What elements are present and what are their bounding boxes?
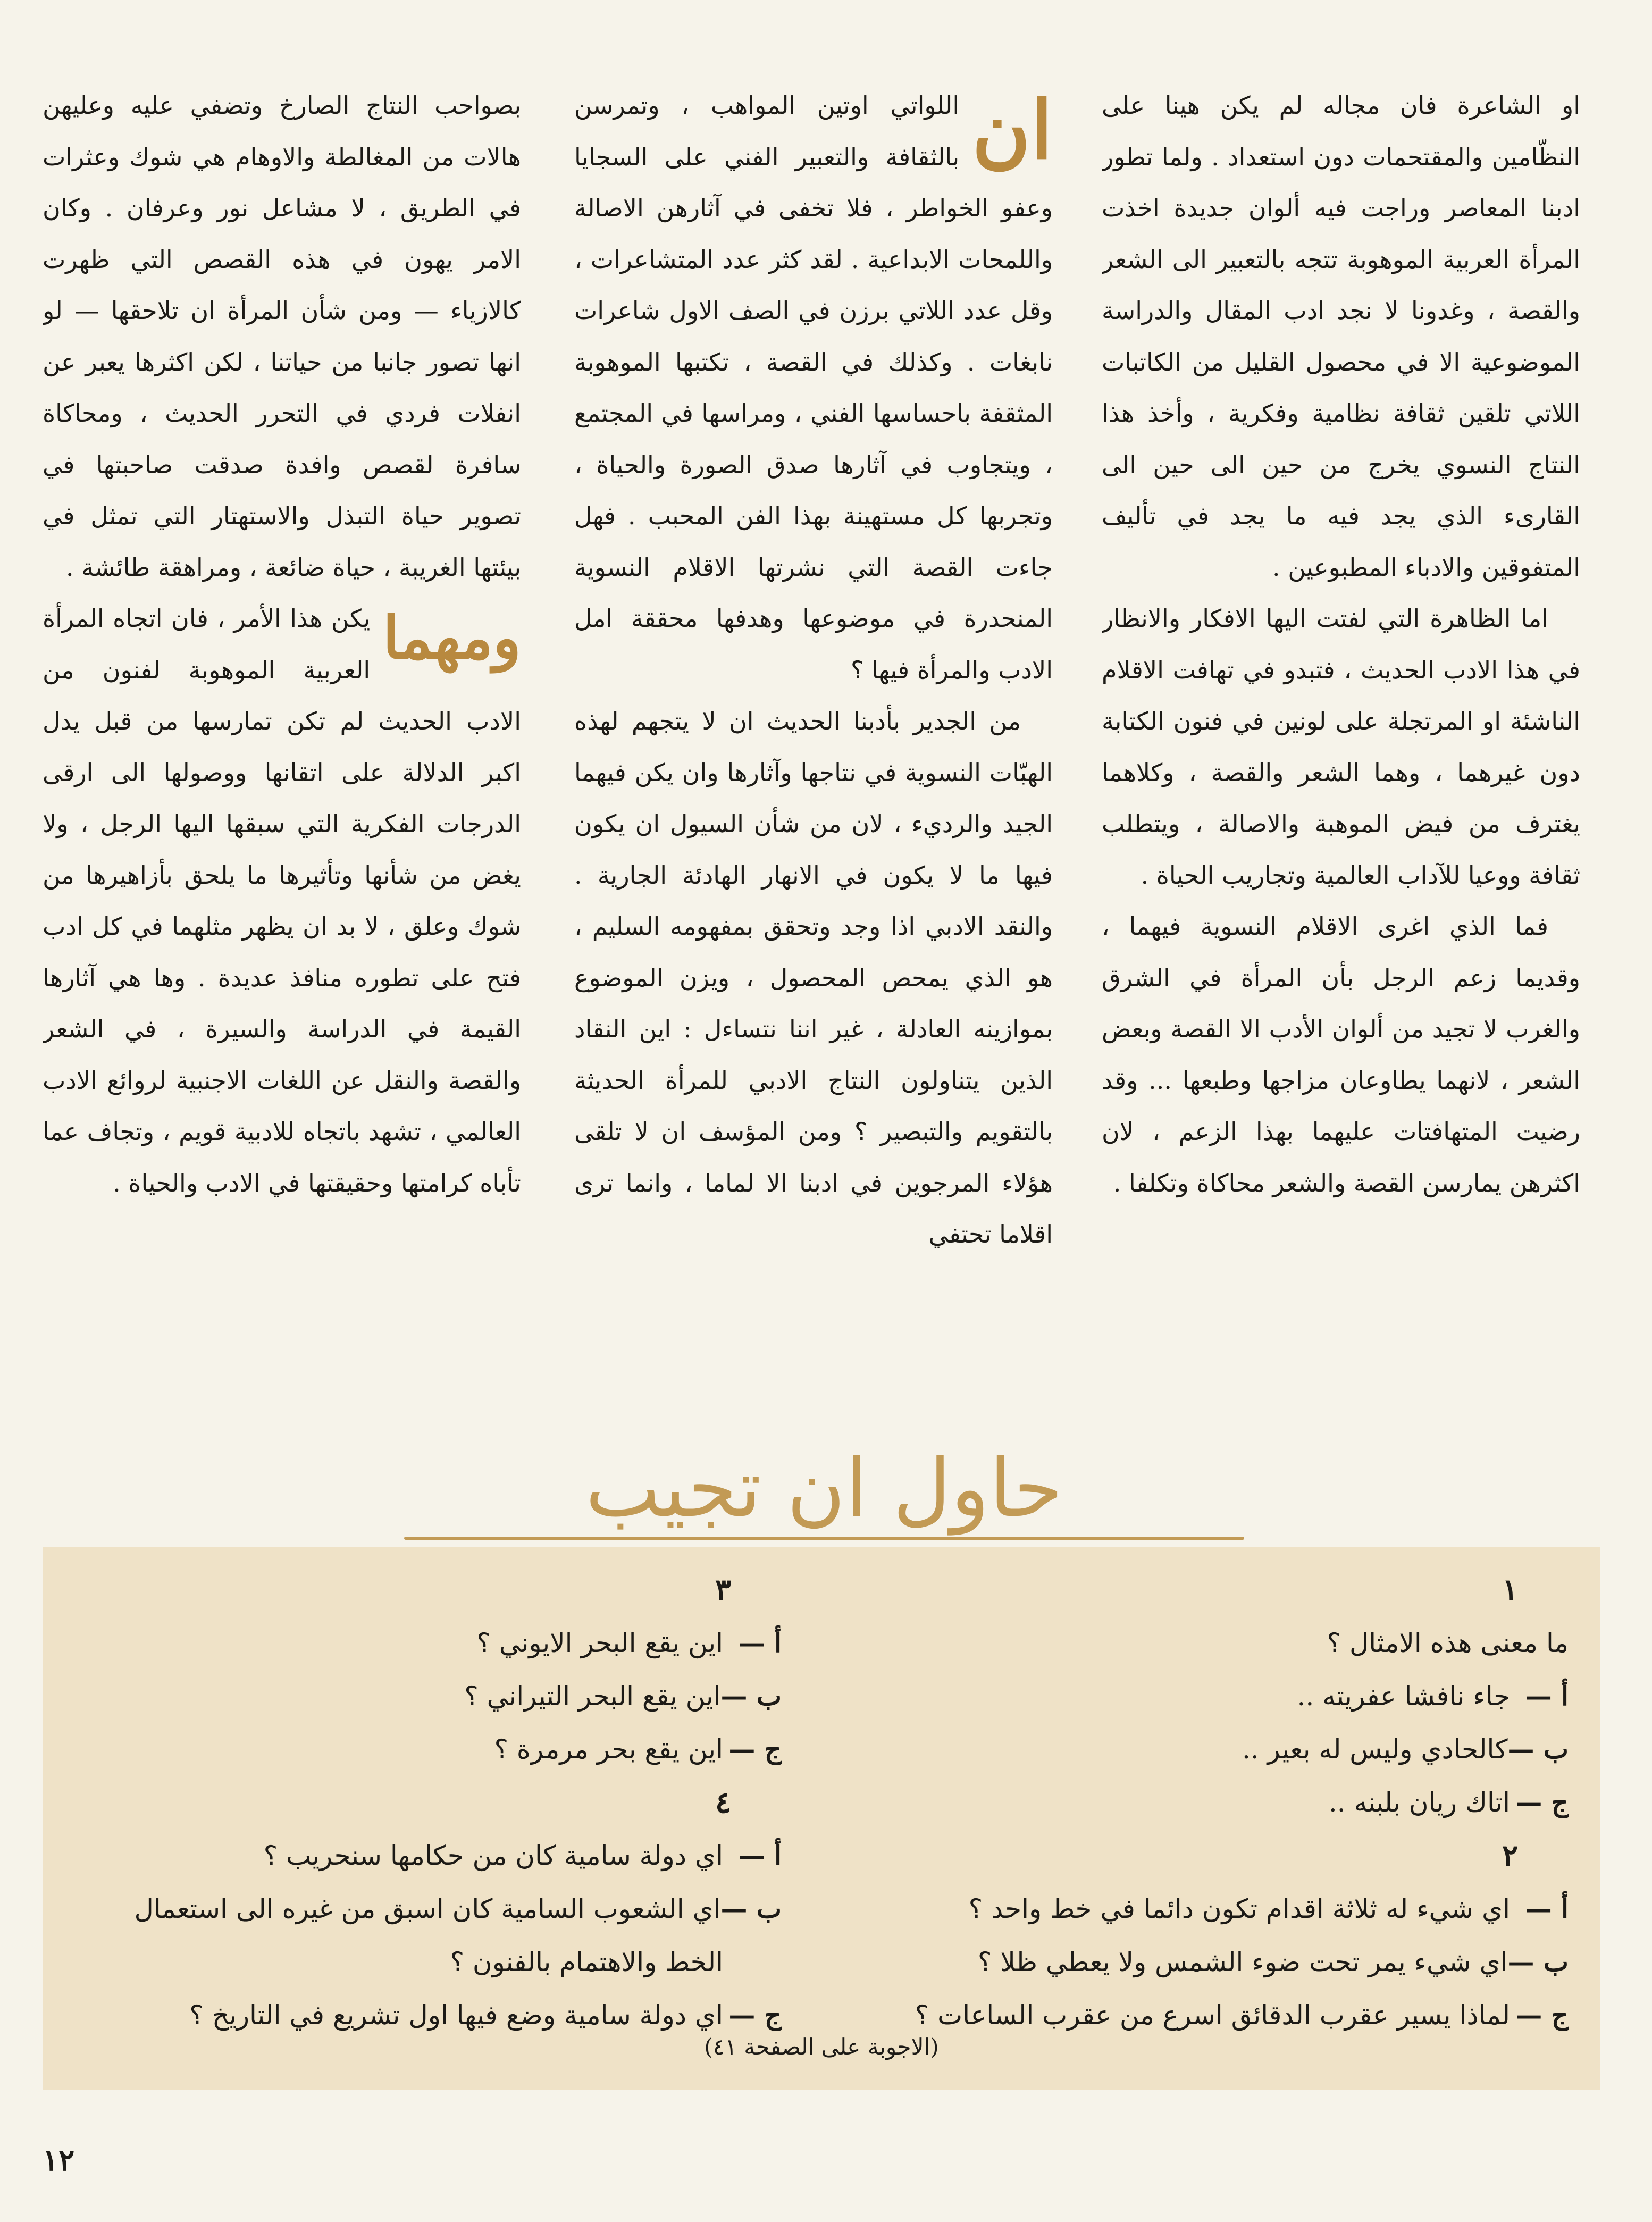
question-item (824, 1776, 1569, 1829)
item-text: اي شيء يمر تحت ضوء الشمس ولا يعطي ظلا ؟ (977, 1947, 1508, 1977)
item-letter: ب — (1507, 1733, 1569, 1765)
item-text: اين يقع البحر الايوني ؟ (476, 1628, 723, 1658)
item-letter: أ — (738, 1627, 782, 1658)
answers-note: (الاجوبة على الصفحة ٤١) (704, 2034, 939, 2060)
item-letter: ج — (728, 1733, 782, 1765)
question-item (37, 1882, 782, 1935)
item-letter: أ — (1525, 1893, 1569, 1924)
question-item-continuation: الخط والاهتمام بالفنون ؟ (450, 1947, 723, 1977)
item-text: اي دولة سامية كان من حكامها سنحريب ؟ (263, 1840, 723, 1871)
question-number: ١ (1502, 1572, 1519, 1607)
quiz-column-right (824, 1563, 1569, 2042)
question-item (824, 1882, 1569, 1935)
article-paragraph: او الشاعرة فان مجاله لم يكن هينا على النظّامين والمقتحمات دون استعداد . ولما تطور ادبنا المعاصر وراجت فيه ألوان جديدة اخذت المرأة العربية الموهوبة تتجه بالتعبير الى الشعر والقصة ، وغدونا لا نجد ادب المقال والدراسة الموضوعية الا في محصول القليل من الكاتبات اللاتي تلقين ثقافة نظامية وفكرية ، وأخذ هذا النتاج النسوي يخرج من حين الى حين الى القارىء الذي يجد فيه ما يجد في تأليف المتفوقين والادباء المطبوعين . (1102, 91, 1580, 582)
item-text: اتاك ريان بلبنه .. (1328, 1787, 1510, 1818)
article-paragraph (574, 80, 1053, 695)
question-item (37, 1829, 782, 1882)
item-letter: ج — (1515, 1999, 1569, 2031)
question-number: ٤ (715, 1785, 732, 1820)
quiz-title: حاول ان تجيب (585, 1443, 1063, 1535)
item-text: كالحادي وليس له بعير .. (1242, 1734, 1508, 1765)
question-item (824, 1670, 1569, 1723)
question-item (37, 1616, 782, 1670)
quiz-box (43, 1547, 1600, 2090)
paragraph-text: اللواتي اوتين المواهب ، وتمرسن بالثقافة والتعبير الفني على السجايا وعفو الخواطر ، فلا تخفى في آثارهن الاصالة واللمحات الابداعية . لقد كثر عدد المتشاعرات ، وقل عدد اللاتي برزن في الصف الاول شاعرات نابغات . وكذلك في القصة ، تكتبها الموهوبة المثقفة باحساسها الفني ، ومراسها في المجتمع ، ويتجاوب في آثارها صدق الصورة والحياة ، وتجربها كل مستهينة بهذا الفن المحبب . فهل جاءت القصة التي نشرتها الاقلام النسوية المنحدرة في موضوعها وهدفها محققة امل الادب والمرأة فيها ؟ (574, 91, 1053, 684)
article-column-right (1102, 80, 1580, 1414)
item-letter: أ — (738, 1840, 782, 1871)
item-letter: ج — (728, 1999, 782, 2031)
item-text: اي دولة سامية وضع فيها اول تشريع في التاريخ ؟ (189, 2000, 723, 2031)
item-letter: ب — (720, 1680, 782, 1712)
quiz-heading (372, 1436, 1276, 1553)
article-paragraph: من الجدير بأدبنا الحديث ان لا يتجهم لهذه الهبّات النسوية في نتاجها وآثارها وان يكن فيهما الجيد والرديء ، لان من شأن السيول ان يكون فيها ما لا يكون في الانهار الهادئة الجارية . والنقد الادبي اذا وجد وتحقق بمفهومه السليم ، هو الذي يمحص المحصول ، ويزن الموضوع بموازينه العادلة ، غير اننا نتساءل : اين النقاد الذين يتناولون النتاج الادبي للمرأة الحديثة بالتقويم والتبصير ؟ ومن المؤسف ان لا تلقى هؤلاء المرجوين في ادبنا الا لماما ، وانما ترى اقلاما تحتفي (574, 707, 1053, 1248)
page-number: ١٢ (43, 2143, 75, 2178)
question-item (37, 1723, 782, 1776)
article-paragraph: بصواحب النتاج الصارخ وتضفي عليه وعليهن هالات من المغالطة والاوهام هي شوك وعثرات في الطريق ، لا مشاعل نور وعرفان . وكان الامر يهون في هذه القصص التي ظهرت كالازياء — ومن شأن المرأة ان تلاحقها — لو انها تصور جانبا من حياتنا ، لكن اكثرها يعبر عن انفلات فردي في التحرر الحديث ، ومحاكاة سافرة لقصص وافدة صدقت صاحبتها في تصوير حياة التبذل والاستهتار التي تمثل في بيئتها الغريبة ، حياة ضائعة ، ومراهقة طائشة . (43, 91, 521, 582)
question-number: ٢ (1502, 1838, 1519, 1873)
question-intro: ما معنى هذه الامثال ؟ (1327, 1628, 1569, 1658)
paragraph-text: يكن هذا الأمر ، فان اتجاه المرأة العربية الموهوبة لفنون من الادب الحديث لم تكن تمارسها من قبل يدل اكبر الدلالة على اتقانها ووصولها الى ارقى الدرجات الفكرية التي سبقها اليها الرجل ، ولا يغض من شأنها وتأثيرها ما يلحق بأزاهيرها من شوك وعلق ، لا بد ان يظهر مثلهما في كل ادب فتح على تطوره منافذ عديدة . وها هي آثارها القيمة في الدراسة والسيرة ، في الشعر والقصة والنقل عن اللغات الاجنبية لروائع الادب العالمي ، تشهد باتجاه للادبية قويم ، وتجاف عما تأباه كرامتها وحقيقتها في الادب والحياة . (43, 604, 521, 1197)
article-column-middle (574, 80, 1053, 1414)
item-text: اي الشعوب السامية كان اسبق من غيره الى استعمال (134, 1893, 721, 1924)
item-text: جاء نافشا عفريته .. (1297, 1681, 1510, 1712)
article-column-left (43, 80, 521, 1414)
item-text: اين يقع بحر مرمرة ؟ (494, 1734, 723, 1765)
question-item (37, 1670, 782, 1723)
question-item (824, 1723, 1569, 1776)
article-paragraph: اما الظاهرة التي لفتت اليها الافكار والانظار في هذا الادب الحديث ، فتبدو في تهافت الاقلام الناشئة او المرتجلة على لونين في فنون الكتابة دون غيرهما ، وهما الشعر والقصة ، وكلاهما يغترف من فيض الموهبة والاصالة ، ويتطلب ثقافة ووعيا للآداب العالمية وتجاريب الحياة . (1102, 604, 1580, 890)
question-item (824, 1935, 1569, 1989)
article-paragraph (43, 593, 521, 1209)
decorative-dropcap: ان (972, 83, 1053, 177)
decorative-dropcap: ومهما (383, 603, 521, 672)
question-number: ٣ (715, 1572, 732, 1607)
item-text: اين يقع البحر التيراني ؟ (464, 1681, 721, 1712)
article-paragraph: فما الذي اغرى الاقلام النسوية فيهما ، وقديما زعم الرجل بأن المرأة في الشرق والغرب لا تجيد من ألوان الأدب الا القصة وبعض الشعر ، لانهما يطاوعان مزاجها وطبعها ... وقد رضيت المتهافتات عليهما بهذا الزعم ، لان اكثرهن يمارسن القصة والشعر محاكاة وتكلفا . (1102, 912, 1580, 1197)
item-letter: أ — (1525, 1680, 1569, 1712)
title-underline (404, 1537, 1244, 1540)
item-text: لماذا يسير عقرب الدقائق اسرع من عقرب الساعات ؟ (915, 2000, 1510, 2031)
item-letter: ب — (720, 1893, 782, 1924)
item-letter: ب — (1507, 1946, 1569, 1977)
item-letter: ج — (1515, 1787, 1569, 1818)
item-text: اي شيء له ثلاثة اقدام تكون دائما في خط واحد ؟ (968, 1893, 1510, 1924)
quiz-column-left (37, 1563, 782, 2042)
